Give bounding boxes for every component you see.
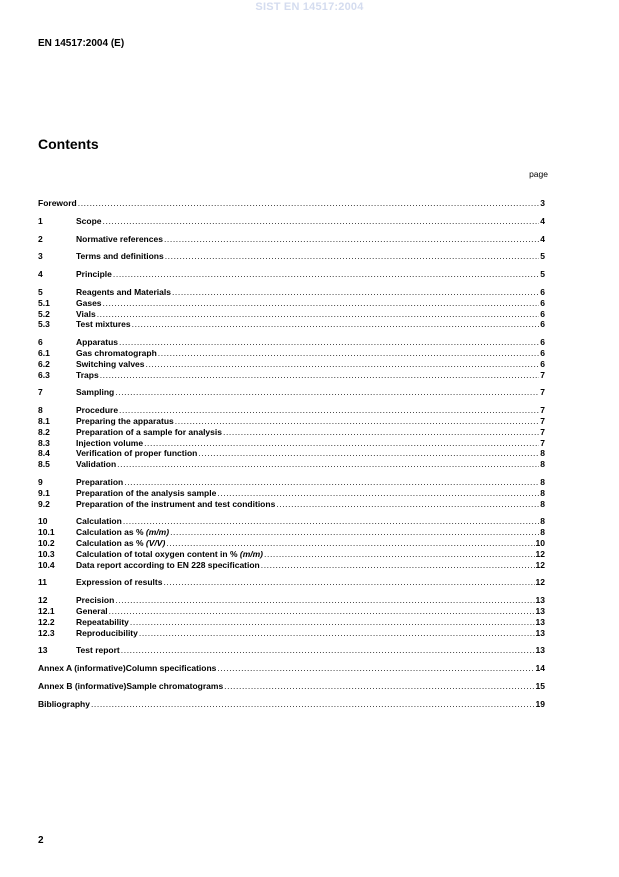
toc-entry-number: 10.4 <box>38 559 55 570</box>
toc-entry-number: 6.3 <box>38 369 50 380</box>
toc-entry-title <box>76 319 131 330</box>
toc-group <box>38 337 545 380</box>
toc-entry[interactable] <box>38 527 545 538</box>
toc-dot-leader <box>217 663 534 674</box>
toc-entry-title <box>76 606 108 617</box>
toc-entry[interactable] <box>38 488 545 499</box>
toc-entry-title <box>76 298 102 309</box>
toc-entry-title-text: Apparatus <box>76 337 119 348</box>
toc-dot-leader <box>175 416 539 427</box>
toc-entry[interactable] <box>38 298 545 309</box>
toc-annex-group <box>38 681 545 692</box>
toc-entry-page: 13 <box>535 627 545 638</box>
toc-entry-title-text: Sampling <box>76 387 115 398</box>
toc-entry-title <box>76 549 263 560</box>
toc-entry-title-text: Calculation as % <box>76 537 146 548</box>
toc-entry[interactable] <box>38 549 545 560</box>
toc-entry[interactable] <box>38 477 545 488</box>
toc-entry-title <box>76 499 275 510</box>
toc-entry[interactable] <box>38 606 545 617</box>
toc-entry-title <box>76 459 116 470</box>
toc-entry[interactable] <box>38 337 545 348</box>
toc-entry[interactable] <box>38 348 545 359</box>
toc-entry-title-text: Gases <box>76 297 102 308</box>
toc-entry[interactable] <box>38 416 545 427</box>
toc-group <box>38 405 545 470</box>
toc-entry-title <box>76 359 145 370</box>
toc-dot-leader <box>158 348 539 359</box>
standard-id-header: EN 14517:2004 (E) <box>38 38 125 49</box>
toc-entry-number: 9.1 <box>38 487 50 498</box>
toc-annex-title: Column specifications <box>125 663 217 674</box>
toc-entry-title-text: Data report according to EN 228 specification <box>76 559 260 570</box>
toc-entry-number: 7 <box>38 387 43 398</box>
toc-dot-leader <box>163 577 534 588</box>
toc-entry[interactable] <box>38 287 545 298</box>
toc-entry-number: 8.4 <box>38 448 50 459</box>
toc-annex-page: 19 <box>535 698 545 709</box>
toc-entry-title-text: Normative references <box>76 233 163 244</box>
toc-dot-leader <box>223 427 539 438</box>
toc-dot-leader <box>100 370 540 381</box>
toc-entry-title <box>76 516 122 527</box>
toc-entry-title <box>76 577 162 588</box>
toc-annex-title: Sample chromatograms <box>126 680 224 691</box>
toc-entry-number: 5.3 <box>38 319 50 330</box>
toc-entry-page: 12 <box>535 577 545 588</box>
toc-entry-page: 6 <box>540 319 545 330</box>
toc-entry-page: 5 <box>540 269 545 280</box>
toc-dot-leader <box>165 251 540 262</box>
toc-entry-title-text: Calculation <box>76 516 122 527</box>
toc-group <box>38 595 545 638</box>
toc-dot-leader <box>146 359 540 370</box>
toc-entry-title <box>76 216 102 227</box>
toc-entry-title <box>76 387 114 398</box>
toc-dot-leader <box>170 527 539 538</box>
toc-dot-leader <box>130 617 535 628</box>
toc-entry-number: 12.2 <box>38 616 55 627</box>
toc-dot-leader <box>224 681 534 692</box>
toc-entry-title-text: Precision <box>76 595 115 606</box>
toc-entry-number: 5.1 <box>38 297 50 308</box>
toc-group <box>38 387 545 398</box>
toc-annex-ref: Bibliography <box>38 698 90 709</box>
toc-entry-number: 10.1 <box>38 527 55 538</box>
toc-dot-leader <box>124 477 539 488</box>
toc-entry-title-text: Verification of proper function <box>76 448 198 459</box>
toc-entry-page: 7 <box>540 426 545 437</box>
toc-entry-number: 9.2 <box>38 498 50 509</box>
toc-entry-page: 12 <box>535 548 545 559</box>
toc-entry-title <box>76 337 118 348</box>
toc-entry-title-text: Reproducibility <box>76 627 138 638</box>
toc-group <box>38 198 545 209</box>
toc-entry-page: 8 <box>540 498 545 509</box>
toc-entry-title-text: General <box>76 605 108 616</box>
toc-entry-page: 8 <box>540 516 545 527</box>
toc-entry-title <box>76 287 171 298</box>
toc-annex-group <box>38 699 545 710</box>
toc-entry-title-text: Procedure <box>76 405 119 416</box>
toc-entry-title-text: Repeatability <box>76 616 129 627</box>
toc-entry-number: 12.3 <box>38 627 55 638</box>
toc-entry-page: 8 <box>540 448 545 459</box>
toc-dot-leader <box>121 645 535 656</box>
toc-group <box>38 645 545 656</box>
toc-entry-title-text: Traps <box>76 369 99 380</box>
toc-entry-page: 12 <box>535 559 545 570</box>
toc-entry-number: 10.3 <box>38 548 55 559</box>
toc-entry-number: 13 <box>38 645 48 656</box>
toc-entry-title <box>76 448 197 459</box>
toc-entry-title <box>76 251 164 262</box>
toc-entry-title-text: Terms and definitions <box>76 251 164 262</box>
toc-entry-page: 6 <box>540 337 545 348</box>
toc-entry-title-text: Injection volume <box>76 437 144 448</box>
toc-entry-page: 7 <box>540 415 545 426</box>
toc-entry-page: 4 <box>540 215 545 226</box>
toc-entry[interactable] <box>38 427 545 438</box>
toc-entry[interactable] <box>38 516 545 527</box>
toc-entry-title <box>76 560 260 571</box>
toc-annex-page: 14 <box>535 663 545 674</box>
toc-entry-title-text: Gas chromatograph <box>76 347 157 358</box>
toc-entry-page: 10 <box>535 537 545 548</box>
toc-entry-number: 8.2 <box>38 426 50 437</box>
toc-entry-number: 8.3 <box>38 437 50 448</box>
toc-dot-leader <box>91 699 535 710</box>
toc-entry-title <box>76 427 222 438</box>
toc-entry-page: 7 <box>540 405 545 416</box>
toc-entry-number: 8.5 <box>38 459 50 470</box>
toc-dot-leader <box>139 628 535 639</box>
toc-entry-page: 5 <box>540 251 545 262</box>
toc-entry[interactable] <box>38 499 545 510</box>
toc-annex-ref: Annex A (informative) <box>38 663 126 674</box>
toc-entry-page: 13 <box>535 595 545 606</box>
toc-entry[interactable] <box>38 560 545 571</box>
toc-entry-page: 4 <box>540 233 545 244</box>
toc-annex-entry[interactable] <box>38 663 545 674</box>
toc-annex-page: 15 <box>535 680 545 691</box>
toc-group <box>38 251 545 262</box>
toc-entry-number: 8 <box>38 405 43 416</box>
toc-entry-page: 8 <box>540 527 545 538</box>
toc-annex-group <box>38 663 545 674</box>
toc-entry[interactable] <box>38 405 545 416</box>
toc-entry-page: 13 <box>535 616 545 627</box>
toc-entry-page: 13 <box>535 605 545 616</box>
toc-entry-title-text: Calculation as % <box>76 527 146 538</box>
toc-entry[interactable] <box>38 448 545 459</box>
toc-entry-page: 6 <box>540 297 545 308</box>
toc-entry[interactable] <box>38 595 545 606</box>
toc-entry-number: Foreword <box>38 198 77 208</box>
toc-group <box>38 516 545 570</box>
toc-entry-title-italic: (m/m) <box>145 527 170 538</box>
toc-group <box>38 216 545 227</box>
toc-entry-title <box>76 617 129 628</box>
toc-entry-page: 3 <box>540 198 545 208</box>
toc-entry-page: 6 <box>540 347 545 358</box>
toc-entry-page: 8 <box>540 459 545 470</box>
toc-entry-title <box>76 269 112 280</box>
toc-entry[interactable] <box>38 234 545 245</box>
toc-entry-number: 5.2 <box>38 308 50 319</box>
toc-dot-leader <box>132 319 540 330</box>
toc-entry[interactable] <box>38 459 545 470</box>
toc-entry[interactable] <box>38 319 545 330</box>
toc-dot-leader <box>119 337 539 348</box>
toc-entry-number: 12 <box>38 595 48 606</box>
toc-dot-leader <box>166 538 534 549</box>
toc-group <box>38 269 545 280</box>
toc-dot-leader <box>78 198 540 209</box>
toc-entry[interactable] <box>38 387 545 398</box>
toc-annex-entry[interactable] <box>38 681 545 692</box>
toc-entry-page: 7 <box>540 369 545 380</box>
toc-dot-leader <box>113 269 539 280</box>
toc-dot-leader <box>117 459 539 470</box>
table-of-contents <box>38 198 545 716</box>
toc-dot-leader <box>276 499 539 510</box>
toc-entry-page: 6 <box>540 308 545 319</box>
toc-entry-title <box>76 370 99 381</box>
toc-entry[interactable] <box>38 359 545 370</box>
toc-entry-number: 6.2 <box>38 358 50 369</box>
toc-entry-title-text: Expression of results <box>76 577 163 588</box>
toc-entry-title <box>76 527 169 538</box>
toc-entry-page: 13 <box>535 645 545 656</box>
toc-group <box>38 477 545 509</box>
toc-entry[interactable] <box>38 198 545 209</box>
toc-dot-leader <box>97 309 540 320</box>
toc-entry-title-italic: (V/V) <box>145 537 166 548</box>
toc-entry[interactable] <box>38 309 545 320</box>
toc-entry-number: 5 <box>38 286 43 297</box>
toc-entry-number: 12.1 <box>38 605 55 616</box>
toc-annex-ref: Annex B (informative) <box>38 680 127 691</box>
page-number: 2 <box>38 835 44 846</box>
toc-dot-leader <box>172 287 539 298</box>
toc-entry-title-text: Test mixtures <box>76 319 131 330</box>
toc-dot-leader <box>103 216 540 227</box>
toc-dot-leader <box>164 234 539 245</box>
toc-annex-entry[interactable] <box>38 699 545 710</box>
toc-entry-number: 6.1 <box>38 347 50 358</box>
toc-entry[interactable] <box>38 628 545 639</box>
toc-dot-leader <box>119 405 539 416</box>
page-column-label: page <box>529 169 548 179</box>
toc-entry-title-text: Vials <box>76 308 96 319</box>
toc-dot-leader <box>123 516 539 527</box>
toc-entry-title <box>76 309 96 320</box>
toc-entry-title <box>76 416 174 427</box>
toc-entry[interactable] <box>38 251 545 262</box>
toc-entry-number: 10 <box>38 516 48 527</box>
toc-dot-leader <box>115 387 539 398</box>
toc-entry[interactable] <box>38 538 545 549</box>
toc-entry[interactable] <box>38 617 545 628</box>
toc-entry-page: 7 <box>540 387 545 398</box>
toc-entry-title <box>76 477 123 488</box>
toc-entry[interactable] <box>38 269 545 280</box>
toc-entry-number: 6 <box>38 337 43 348</box>
toc-entry-title <box>76 234 163 245</box>
watermark: SIST EN 14517:2004 <box>255 1 364 13</box>
toc-entry-title <box>76 538 165 549</box>
toc-entry-title-text: Calculation of total oxygen content in % <box>76 548 240 559</box>
toc-dot-leader <box>198 448 539 459</box>
toc-entry-title <box>76 438 143 449</box>
toc-entry-title <box>76 348 157 359</box>
toc-entry-title-text: Test report <box>76 645 120 656</box>
toc-entry-title <box>76 595 114 606</box>
toc-entry-title-text: Preparation of the instrument and test conditions <box>76 498 276 509</box>
toc-entry-number: 11 <box>38 577 47 588</box>
toc-entry-title-text: Preparation of the analysis sample <box>76 487 217 498</box>
toc-group <box>38 234 545 245</box>
toc-entry-title <box>76 645 120 656</box>
toc-entry-title <box>76 488 216 499</box>
toc-entry-number: 10.2 <box>38 537 55 548</box>
toc-entry-title-italic: (m/m) <box>239 548 264 559</box>
toc-dot-leader <box>261 560 535 571</box>
toc-entry[interactable] <box>38 216 545 227</box>
toc-entry-title-text: Preparation of a sample for analysis <box>76 426 222 437</box>
toc-entry[interactable] <box>38 577 545 588</box>
toc-entry-number: 4 <box>38 269 43 280</box>
toc-entry-page: 6 <box>540 286 545 297</box>
toc-dot-leader <box>103 298 540 309</box>
toc-dot-leader <box>217 488 539 499</box>
toc-dot-leader <box>264 549 535 560</box>
toc-entry-title-text: Validation <box>76 459 117 470</box>
toc-entry-title-text: Preparation <box>76 476 124 487</box>
toc-group <box>38 287 545 330</box>
toc-dot-leader <box>115 595 534 606</box>
toc-entry-number: 1 <box>38 215 43 226</box>
toc-group <box>38 577 545 588</box>
toc-entry-title-text: Principle <box>76 269 112 280</box>
toc-entry[interactable] <box>38 370 545 381</box>
toc-entry-title-text: Preparing the apparatus <box>76 415 174 426</box>
toc-entry-title <box>76 405 118 416</box>
toc-dot-leader <box>109 606 535 617</box>
toc-entry-number: 2 <box>38 233 43 244</box>
toc-dot-leader <box>144 438 539 449</box>
page-title: Contents <box>38 136 99 152</box>
toc-entry-number: 9 <box>38 476 43 487</box>
toc-entry-page: 6 <box>540 358 545 369</box>
toc-entry-title-text: Reagents and Materials <box>76 286 171 297</box>
toc-entry-title-text: Switching valves <box>76 358 145 369</box>
toc-entry-page: 8 <box>540 487 545 498</box>
toc-entry-page: 7 <box>540 437 545 448</box>
toc-entry-page: 8 <box>540 476 545 487</box>
toc-entry-number: 8.1 <box>38 415 50 426</box>
toc-entry-number: 3 <box>38 251 43 262</box>
toc-entry[interactable] <box>38 438 545 449</box>
toc-entry-title-text: Scope <box>76 215 102 226</box>
toc-entry-title <box>76 628 138 639</box>
toc-entry[interactable] <box>38 645 545 656</box>
